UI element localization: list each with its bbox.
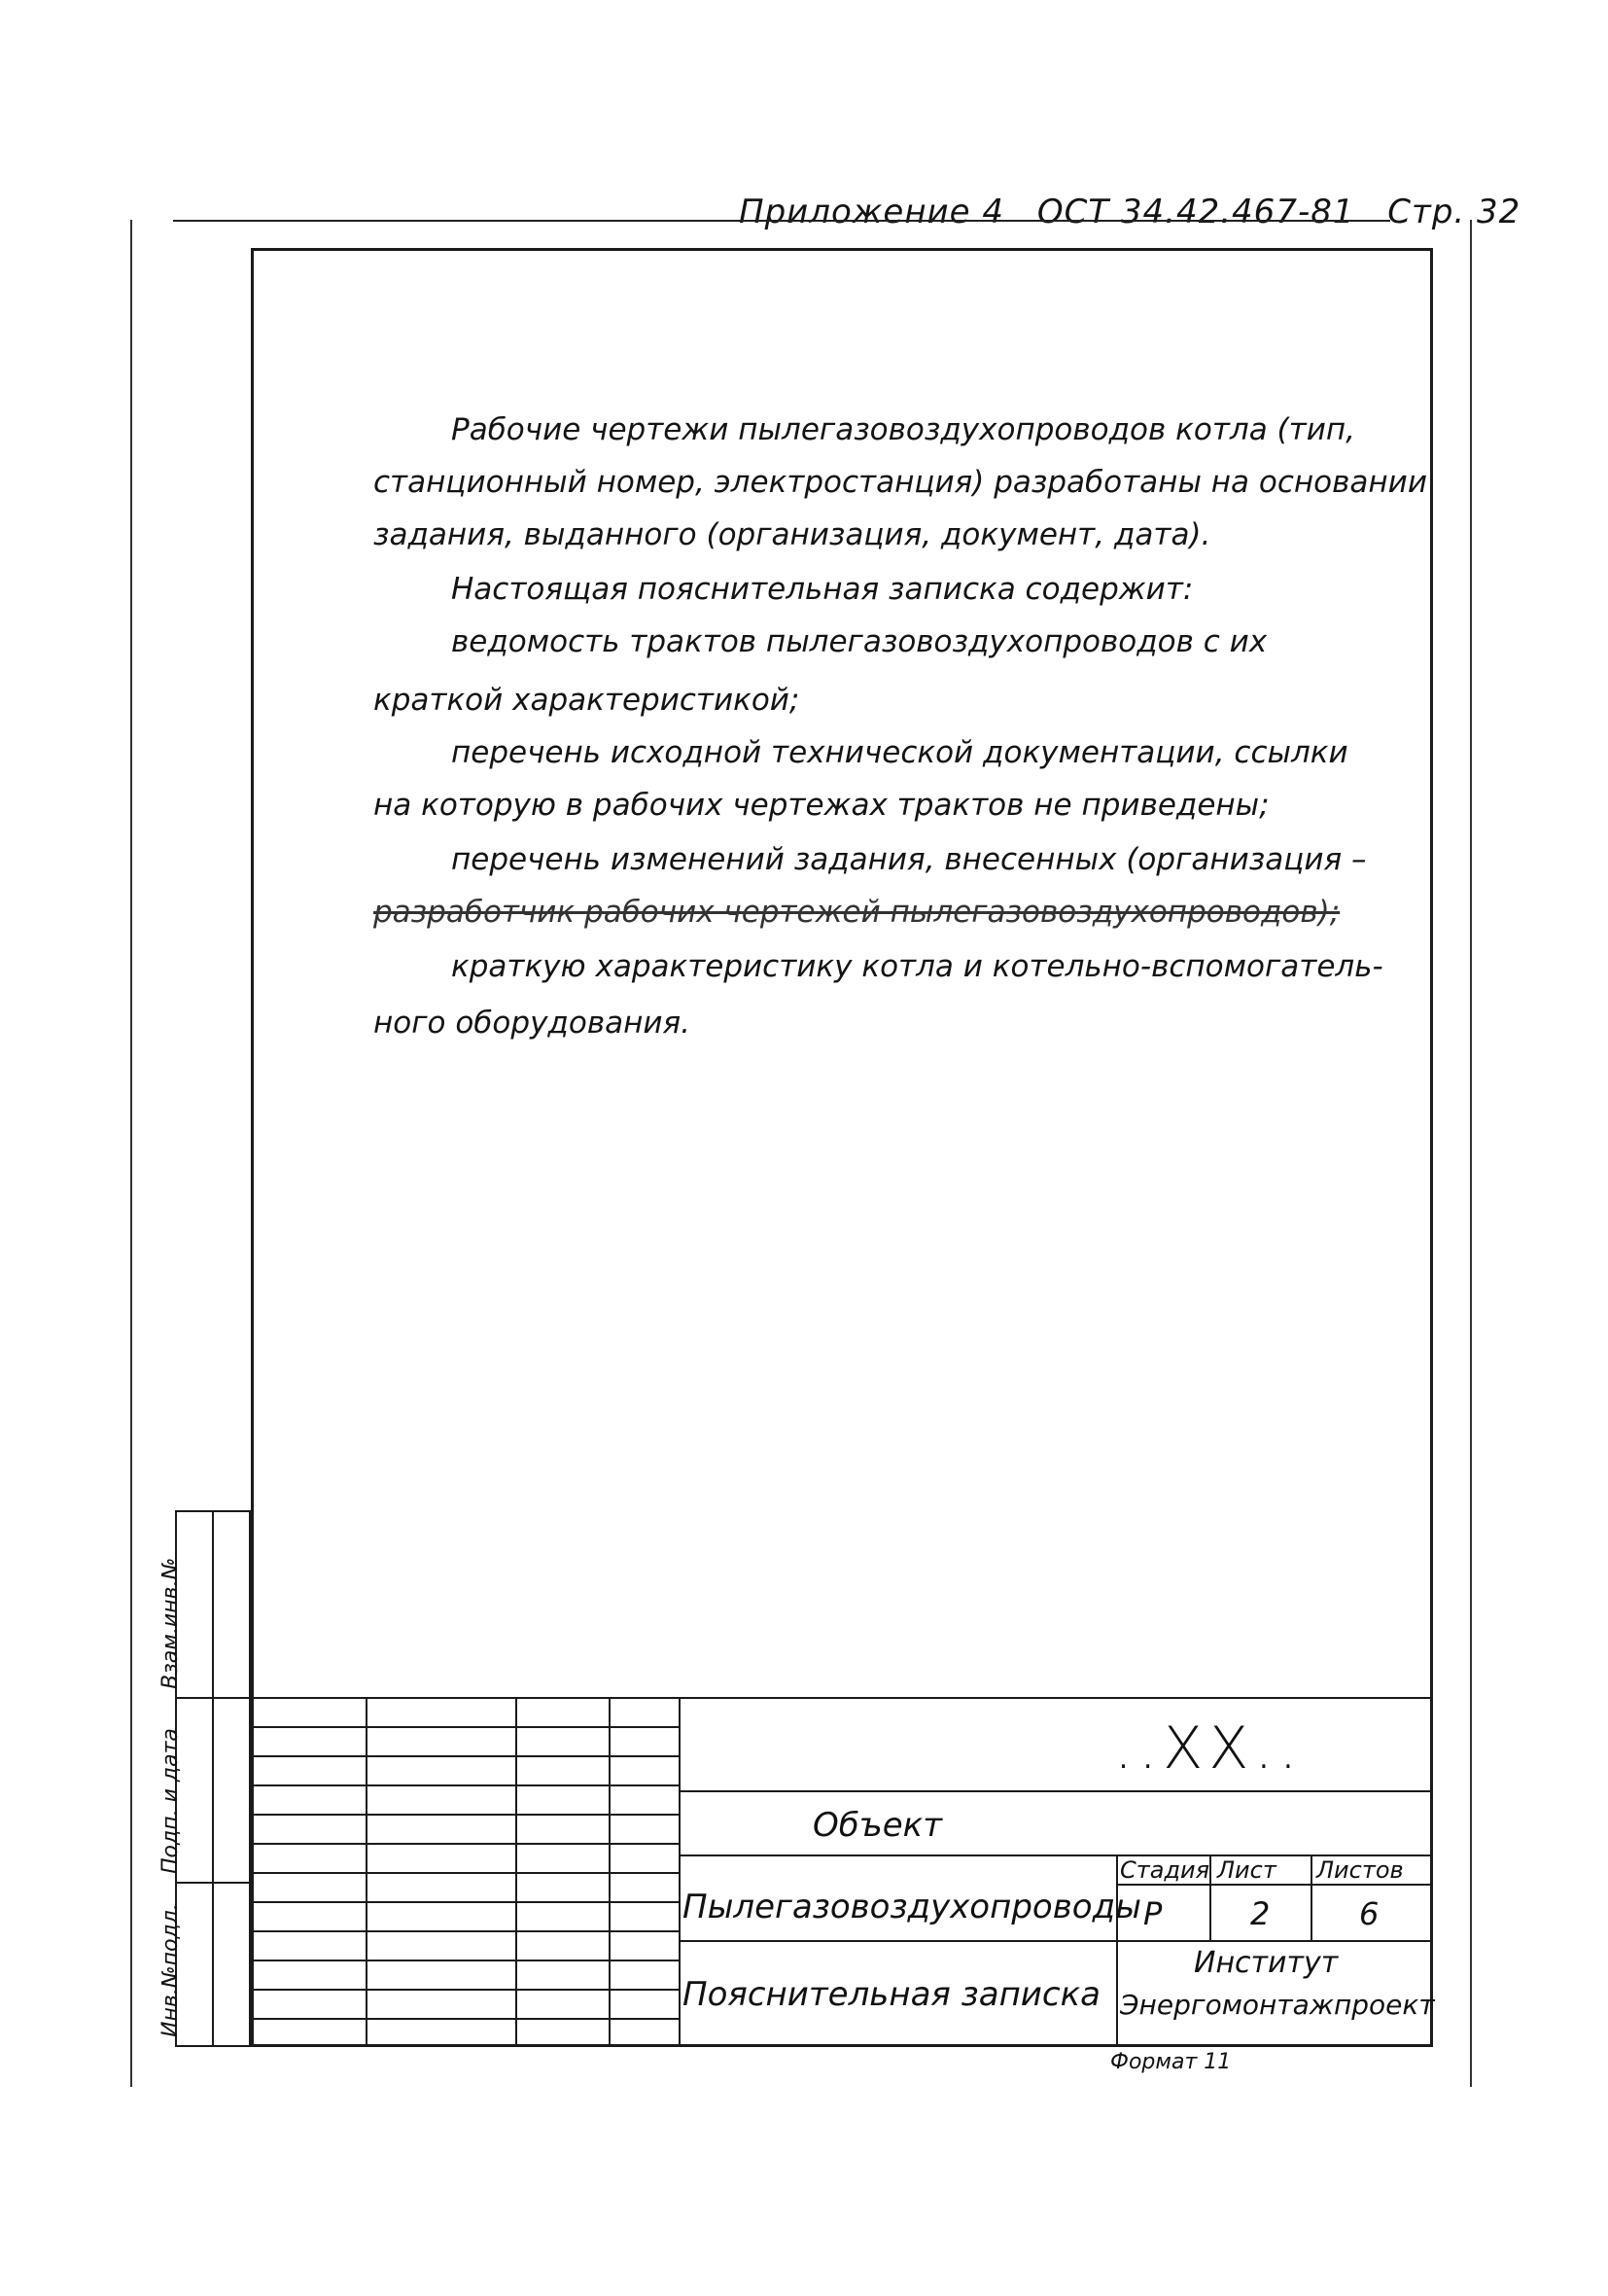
body-line: краткой характеристикой; xyxy=(373,683,800,718)
standard-number: ОСТ 34.42.467-81 xyxy=(1036,193,1355,231)
appendix-label: Приложение 4 xyxy=(739,193,1005,231)
title-block xyxy=(251,1697,1433,2047)
tb-grid-line xyxy=(251,1784,679,1786)
drawing-name: Пылегазовоздухопроводы xyxy=(682,1888,1141,1926)
side-strip-divider xyxy=(212,1510,214,2047)
body-line: Рабочие чертежи пылегазовоздухопроводов котла (тип, xyxy=(451,412,1355,447)
body-line: перечень изменений задания, внесенных (организация – xyxy=(451,842,1367,877)
side-cell-replace-inv xyxy=(158,1512,251,1699)
page-header xyxy=(739,193,1542,231)
document-code: ..XX.. xyxy=(1114,1714,1304,1783)
side-label: Инв.№подл. xyxy=(158,1903,183,2037)
tb-line xyxy=(679,1790,1433,1792)
sheet-header: Лист xyxy=(1217,1856,1276,1884)
tb-border xyxy=(251,1697,1433,1699)
tb-grid-line xyxy=(251,1901,679,1903)
outer-border-right xyxy=(1470,220,1472,2087)
tb-grid-col xyxy=(515,1697,517,2047)
stage-value: Р xyxy=(1143,1895,1163,1932)
body-line: ведомость трактов пылегазовоздухопроводов с их xyxy=(451,624,1268,659)
tb-line xyxy=(679,1940,1433,1942)
tb-grid-line xyxy=(251,1755,679,1757)
side-label: Взам.инв.№ xyxy=(158,1557,183,1689)
tb-col xyxy=(1116,1854,1118,2047)
body-line: задания, выданного (организация, документ, дата). xyxy=(373,517,1211,552)
body-line: станционный номер, электростанция) разработаны на основании xyxy=(373,465,1427,500)
tb-grid-col xyxy=(366,1697,367,2047)
side-cell-inv-original xyxy=(158,1884,251,2045)
tb-grid-col xyxy=(679,1697,681,2047)
body-line: краткую характеристику котла и котельно-вспомогатель- xyxy=(451,949,1383,984)
tb-grid-line xyxy=(251,1930,679,1932)
stage-header: Стадия xyxy=(1120,1856,1210,1884)
tb-col xyxy=(1209,1854,1211,1940)
institute-label: Институт xyxy=(1194,1946,1339,1980)
institute-name: Энергомонтажпроект xyxy=(1120,1989,1435,2021)
side-label: Подп. и дата xyxy=(158,1728,183,1874)
header-underline xyxy=(173,220,1390,222)
sheets-value: 6 xyxy=(1359,1895,1380,1932)
tb-grid-line xyxy=(251,1814,679,1816)
page-number: Стр. 32 xyxy=(1387,193,1521,231)
tb-col xyxy=(1311,1854,1312,1940)
side-cell-signature-date xyxy=(158,1699,251,1884)
sheets-header: Листов xyxy=(1316,1856,1404,1884)
body-line-struck: разработчик рабочих чертежей пылегазовоздухопроводов); xyxy=(373,895,1341,930)
body-line: Настоящая пояснительная записка содержит: xyxy=(451,572,1194,607)
body-line: перечень исходной технической документации, ссылки xyxy=(451,735,1348,770)
tb-grid-line xyxy=(251,1960,679,1961)
sheet-value: 2 xyxy=(1250,1895,1271,1932)
outer-border-left xyxy=(130,220,132,2087)
tb-grid-col xyxy=(609,1697,611,2047)
tb-line xyxy=(1116,1884,1433,1886)
format-label: Формат 11 xyxy=(1110,2050,1232,2074)
tb-grid-line xyxy=(251,1726,679,1728)
tb-grid-line xyxy=(251,1872,679,1874)
tb-grid-line xyxy=(251,1989,679,1991)
object-label: Объект xyxy=(813,1806,943,1845)
tb-grid-line xyxy=(251,2018,679,2020)
document-type: Пояснительная записка xyxy=(682,1975,1101,2014)
tb-border xyxy=(251,2045,1433,2047)
tb-grid-line xyxy=(251,1843,679,1845)
body-line: на которую в рабочих чертежах трактов не приведены; xyxy=(373,788,1270,823)
body-line: ного оборудования. xyxy=(373,1006,690,1041)
